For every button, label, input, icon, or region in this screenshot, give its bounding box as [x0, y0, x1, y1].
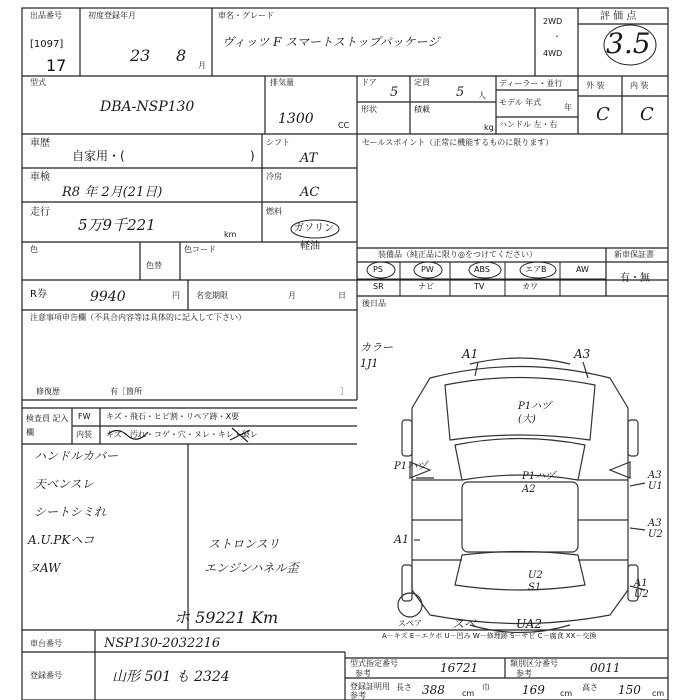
type-label: 型式指定番号 — [350, 659, 398, 668]
ac-label: 冷房 — [266, 172, 282, 181]
equip-leather: カワ — [522, 282, 538, 291]
inspector-comment-right-2: エンジンハネル歪 — [204, 561, 299, 575]
length-value: 388 — [422, 683, 445, 697]
name-change-day: 日 — [338, 291, 346, 300]
model-label: 型式 — [30, 78, 46, 87]
rshare-value: 9940 — [90, 289, 126, 305]
damage-mark-rear-left: スベ — [452, 617, 477, 631]
repair-close: ］ — [340, 387, 348, 396]
reg-label: 初度登録年月 — [88, 11, 136, 20]
exterior-value: C — [596, 104, 610, 125]
damage-mark-roof: P1ハヅ A2 — [522, 471, 556, 495]
cc-unit: CC — [338, 121, 350, 130]
door-value: 5 — [390, 85, 399, 100]
score-label: 評 価 点 — [600, 11, 637, 22]
rshare-label: R券 — [30, 289, 47, 300]
lot-label: 出品番号 — [30, 11, 62, 20]
cert-label: 登録証明用 参考 — [350, 682, 390, 700]
warranty-label: 新車保証書 — [614, 250, 654, 259]
equip-tv: TV — [474, 282, 485, 291]
inspector-comment-4: A.U.PKヘコ — [28, 533, 95, 547]
equip-navi: ナビ — [418, 282, 434, 291]
width-label: 巾 — [482, 683, 490, 692]
fuel-label: 燃料 — [266, 207, 282, 216]
load-unit: kg — [484, 123, 494, 132]
shift-label: シフト — [266, 138, 290, 147]
inspector-int-items: キズ・汚れ・コゲ・穴・ヌレ・キレ・破レ — [106, 430, 258, 439]
name-change-label: 名変期限 — [196, 291, 228, 300]
damage-mark-hood: P1ハヅ (大) — [518, 401, 552, 425]
inspect-label: 車検 — [30, 172, 50, 183]
inspector-comment-right-1: ストロンスリ — [208, 537, 280, 551]
type-value: 16721 — [440, 661, 479, 675]
damage-mark-trunk: U2 S1 — [528, 570, 543, 593]
repair-label: 修復歴 — [36, 387, 60, 396]
year-unit: 年 — [564, 103, 572, 112]
name-label: 車名・グレード — [218, 11, 274, 20]
name-change-month: 月 — [288, 291, 296, 300]
capacity-unit: 人 — [478, 91, 486, 100]
damage-mark-left-door: P1ハヅ — [394, 461, 428, 472]
length-unit: cm — [462, 689, 475, 698]
damage-mark-right-rear: A3 U2 — [648, 518, 663, 540]
capacity-label: 定員 — [414, 78, 430, 87]
color-label: 色 — [30, 245, 38, 254]
class-label: 類別区分番号 — [510, 659, 558, 668]
spare-label: スペア — [398, 619, 422, 628]
exterior-label: 外 装 — [586, 81, 605, 90]
chassis-value: NSP130-2032216 — [104, 636, 221, 651]
equip-pw: PW — [421, 265, 434, 274]
rshare-unit: 円 — [172, 291, 180, 300]
name-handwritten: ヴィッツ F スマートストップパッケージ — [222, 35, 440, 49]
height-label: 高さ — [582, 683, 598, 692]
capacity-value: 5 — [456, 85, 465, 100]
class-value: 0011 — [590, 661, 621, 675]
history-value: 自家用・( — [72, 149, 125, 163]
score-value: 3.5 — [606, 27, 651, 60]
lot-number: 17 — [46, 56, 67, 75]
damage-mark-a1-front: A1 — [462, 347, 479, 361]
plate-label: 登録番号 — [30, 671, 62, 680]
history-label: 車歴 — [30, 138, 50, 149]
caution-label: 注意事項申告欄（不具合内容等は具体的に記入して下さい） — [30, 313, 246, 322]
model-value: DBA-NSP130 — [100, 99, 195, 115]
color-note: カラー 1J1 — [360, 341, 393, 370]
damage-mark-right-front: A3 U1 — [648, 470, 663, 492]
width-value: 169 — [522, 683, 545, 697]
inspector-comment-3: シートシミれ — [34, 505, 107, 519]
odometer-note: ホ 59221 Km — [174, 608, 279, 627]
inspector-int-label: 内装 — [76, 430, 92, 439]
equip-ps: PS — [373, 265, 383, 274]
mileage-value: 5万9千221 — [78, 216, 156, 234]
length-label: 長さ — [396, 683, 412, 692]
inspect-value: R8 年 2月(21日) — [62, 185, 163, 200]
lot-sub: [1097] — [30, 39, 64, 50]
damage-mark-rear-right: A1 U2 — [634, 578, 649, 600]
type-sanko: 参考 — [355, 669, 371, 678]
inspector-fw-items: キズ・飛石・ヒビ割・リペア跡・X要 — [106, 412, 240, 421]
equip-abs: ABS — [474, 265, 490, 274]
inspector-fw-label: FW — [78, 412, 91, 421]
fuel-diesel: 軽油 — [300, 241, 320, 252]
height-unit: cm — [652, 689, 665, 698]
inspector-comment-1: ハンドルカバー — [34, 449, 119, 463]
interior-label: 内 装 — [630, 81, 649, 90]
color-code-label: 色コード — [184, 245, 216, 254]
drive-dot: ・ — [553, 32, 561, 41]
handle-label: ハンドル 左・右 — [499, 120, 558, 129]
damage-mark-left-rear: A1 — [394, 533, 409, 546]
mileage-label: 走行 — [30, 207, 50, 218]
equipment-label: 装備品（純正品に限り◎をつけてください） — [378, 250, 537, 259]
drive-4wd: 4WD — [543, 49, 563, 58]
ac-value: AC — [300, 185, 320, 200]
damage-mark-rear-bumper: UA2 — [516, 617, 543, 631]
load-label: 積載 — [414, 105, 430, 114]
plate-value: 山形 501 も 2324 — [112, 669, 230, 685]
model-year-label: モデル 年式 — [499, 98, 542, 107]
cc-label: 排気量 — [270, 78, 294, 87]
reg-year: 23 — [130, 46, 151, 65]
reg-month: 8 — [176, 46, 187, 65]
selling-label: セールスポイント（正常に機能するものに限ります） — [362, 138, 554, 147]
color-change: 色替 — [146, 261, 162, 270]
damage-legend: A－キズ E－エクボ U－凹み W－修理跡 S－サビ C－腐食 XX－交換 — [382, 632, 597, 640]
rear-seat-label: 後日品 — [362, 299, 386, 308]
reg-month-unit: 月 — [198, 61, 206, 70]
height-value: 150 — [618, 683, 641, 697]
equip-sr: SR — [373, 282, 384, 291]
chassis-label: 車台番号 — [30, 639, 62, 648]
cc-value: 1300 — [278, 111, 314, 127]
fuel-gasoline: ガソリン — [294, 223, 334, 234]
class-sanko: 参考 — [516, 669, 532, 678]
inspector-label: 検査員 記入欄 — [26, 414, 69, 437]
warranty-value: 有・無 — [620, 273, 650, 284]
history-close: ) — [250, 149, 255, 163]
equip-aw: AW — [576, 265, 589, 274]
dealer-label: ディーラー・並行 — [499, 79, 563, 88]
shape-label: 形状 — [361, 105, 377, 114]
inspector-comment-5: ヌAW — [28, 561, 61, 575]
repair-value: 有［箇所 — [110, 387, 142, 396]
damage-mark-a3-front: A3 — [574, 347, 591, 361]
shift-value: AT — [300, 151, 318, 166]
mileage-unit: km — [224, 230, 237, 239]
interior-value: C — [640, 104, 654, 125]
width-unit: cm — [560, 689, 573, 698]
inspector-comment-2: 天ベンスレ — [34, 477, 94, 491]
equip-airbag: エアB — [525, 265, 547, 274]
door-label: ドア — [361, 78, 377, 87]
drive-2wd: 2WD — [543, 17, 563, 26]
